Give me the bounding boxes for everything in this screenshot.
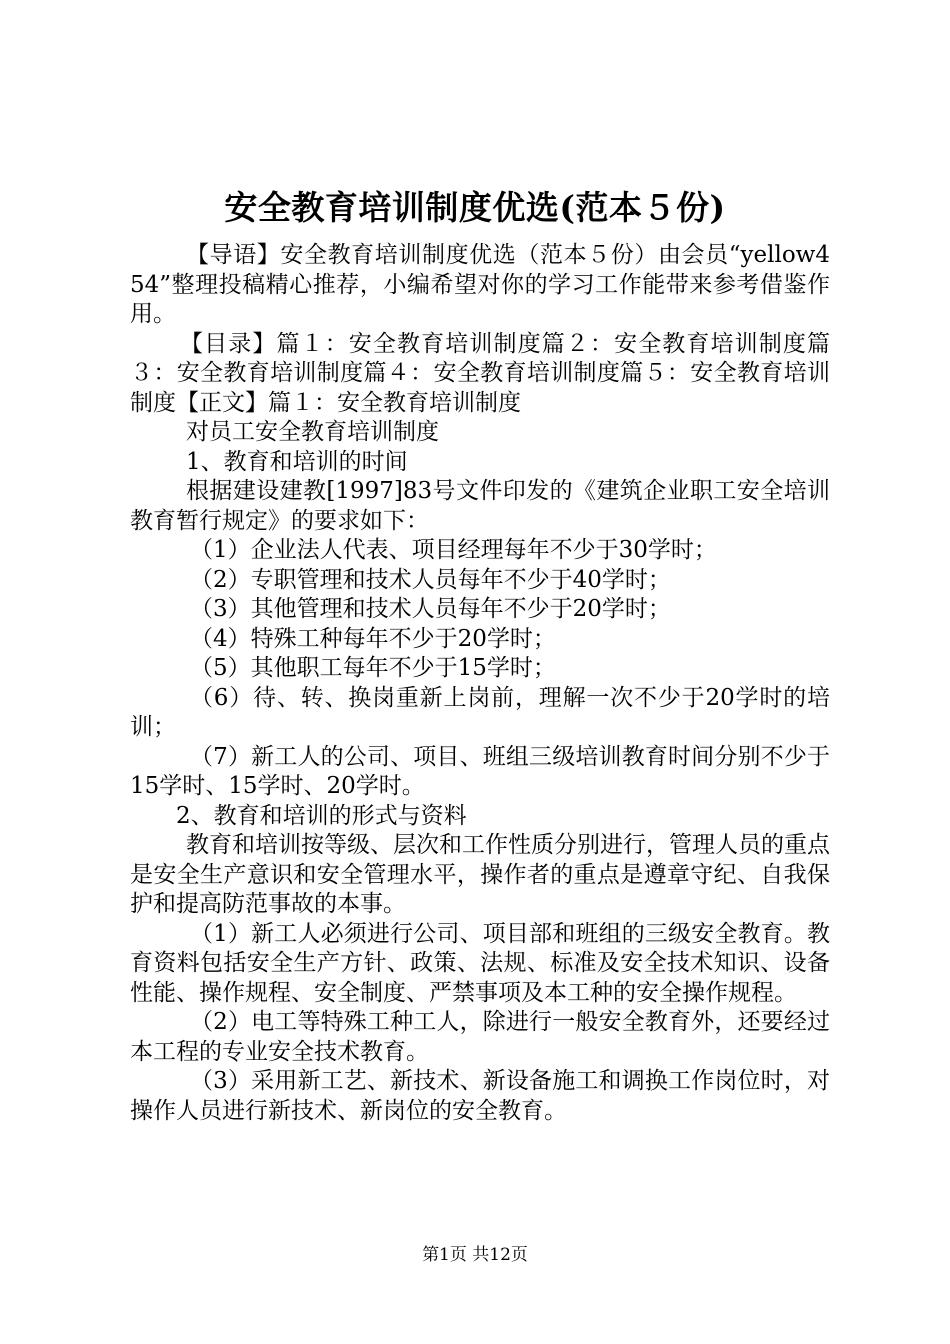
body-paragraph: 教育和培训按等级、层次和工作性质分别进行，管理人员的重点是安全生产意识和安全管理水平，操作者的重点是遵章守纪、自我保护和提高防范事故的本事。 — [130, 832, 830, 917]
list-item: （7）新工人的公司、项目、班组三级培训教育时间分别不少于15学时、15学时、20学时。 — [130, 743, 830, 799]
list-item: （4）特殊工种每年不少于20学时； — [190, 625, 556, 652]
document-title: 安全教育培训制度优选(范本５份) — [224, 188, 726, 227]
document-body — [130, 241, 830, 1126]
list-item: （1）企业法人代表、项目经理每年不少于30学时； — [190, 537, 717, 563]
table-of-contents-paragraph: 【目录】篇１：安全教育培训制度篇２：安全教育培训制度篇３：安全教育培训制度篇４：安全教育培训制度篇５：安全教育培训制度【正文】篇１：安全教育培训制度 — [130, 330, 830, 416]
list-item: （6）待、转、换岗重新上岗前，理解一次不少于20学时的培训； — [130, 684, 830, 740]
section-heading: 对员工安全教育培训制度 — [186, 419, 439, 445]
list-item: （2）专职管理和技术人员每年不少于40学时； — [190, 566, 671, 593]
subsection-heading: 2、教育和培训的形式与资料 — [176, 802, 467, 829]
list-item: （3）采用新工艺、新技术、新设备施工和调换工作岗位时，对操作人员进行新技术、新岗位的安全教育。 — [130, 1068, 830, 1124]
body-paragraph: 根据建设建教[1997]83号文件印发的《建筑企业职工安全培训教育暂行规定》的要求如下： — [130, 478, 830, 534]
list-item: （2）电工等特殊工种工人，除进行一般安全教育外，还要经过本工程的专业安全技术教育。 — [130, 1009, 830, 1065]
list-item: （5）其他职工每年不少于15学时； — [190, 655, 556, 681]
list-item: （3）其他管理和技术人员每年不少于20学时； — [190, 596, 671, 622]
page-number-footer: 第1页 共12页 — [422, 1245, 528, 1265]
list-item: （1）新工人必须进行公司、项目部和班组的三级安全教育。教育资料包括安全生产方针、政策、法规、标准及安全技术知识、设备性能、操作规程、安全制度、严禁事项及本工种的安全操作规程。 — [130, 920, 830, 1006]
intro-paragraph: 【导语】安全教育培训制度优选（范本５份）由会员“yellow454”整理投稿精心推荐，小编希望对你的学习工作能带来参考借鉴作用。 — [130, 242, 830, 327]
subsection-heading: 1、教育和培训的时间 — [186, 448, 408, 475]
